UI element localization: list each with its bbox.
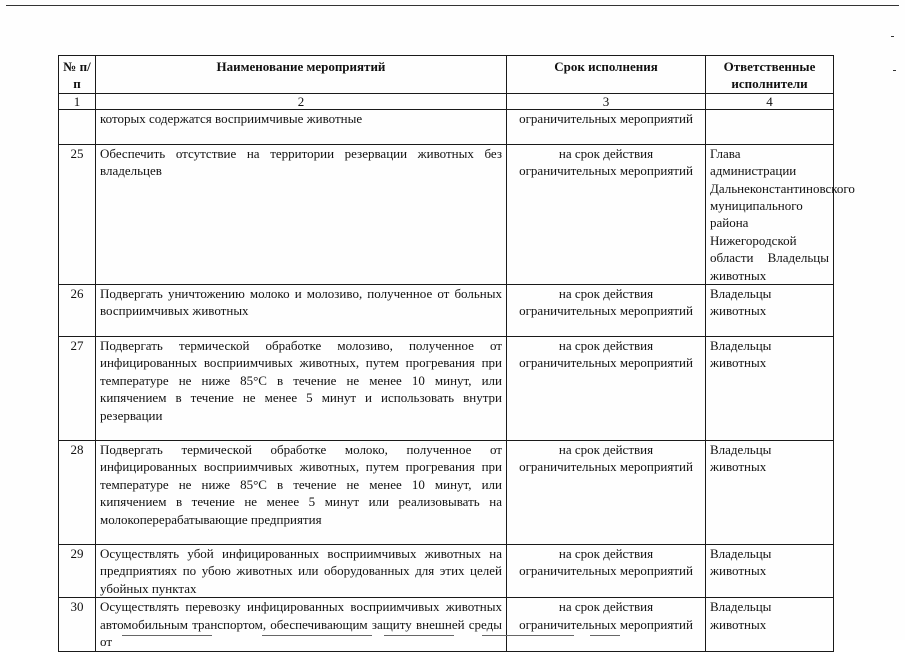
row-name-cell: которых содержатся восприимчивые животные xyxy=(96,109,507,144)
row-num-cell xyxy=(59,109,96,144)
row-responsible-cell: Глава администрации Дальнеконстантиновского муниципального района Нижегородской области Владельцы животных xyxy=(706,144,834,284)
table-row xyxy=(59,144,834,284)
column-index-4: 4 xyxy=(706,93,834,109)
row-name-cell: Обеспечить отсутствие на территории резервации животных без владельцев xyxy=(96,144,507,284)
column-index-1: 1 xyxy=(59,93,96,109)
row-num-cell: 29 xyxy=(59,545,96,598)
table-row xyxy=(59,545,834,598)
row-num-cell: 27 xyxy=(59,337,96,441)
row-name-cell: Подвергать термической обработке молозиво, полученное от инфицированных восприимчивых животных, путем прогревания при температуре не ниже 85°С в течение не менее 10 минут, или кипячением в течение не менее 5 минут и использовать внутри резервации xyxy=(96,337,507,441)
row-num-cell: 28 xyxy=(59,441,96,545)
row-name-cell: Осуществлять перевозку инфицированных восприимчивых животных автомобильным транспортом, обеспечивающим защиту внешней среды от xyxy=(96,598,507,651)
table-row xyxy=(59,285,834,337)
header-responsible: Ответственные исполнители xyxy=(706,56,834,94)
row-num-cell: 25 xyxy=(59,144,96,284)
row-name-cell: Подвергать термической обработке молоко, полученное от инфицированных восприимчивых животных, путем прогревания при температуре не ниже 85°С в течение не менее 10 минут, или кипячением в течение не менее 5 минут или реализовывать на молокоперерабатывающие предприятия xyxy=(96,441,507,545)
column-index-row xyxy=(59,93,834,109)
table-row-continuation xyxy=(59,109,834,144)
table-row xyxy=(59,441,834,545)
row-name-cell: Осуществлять убой инфицированных восприимчивых животных на предприятиях по убою животных или оборудованных для этих целей убойных пунктах xyxy=(96,545,507,598)
row-term-cell: на срок действия ограничительных мероприятий xyxy=(507,285,706,337)
column-index-3: 3 xyxy=(507,93,706,109)
table-row xyxy=(59,337,834,441)
row-term-cell: на срок действия ограничительных мероприятий xyxy=(507,441,706,545)
row-num-cell: 26 xyxy=(59,285,96,337)
row-responsible-cell: Владельцы животных xyxy=(706,545,834,598)
scan-edge-marks xyxy=(0,632,905,640)
row-responsible-cell: Владельцы животных xyxy=(706,598,834,651)
column-index-2: 2 xyxy=(96,93,507,109)
row-term-cell: ограничительных мероприятий xyxy=(507,109,706,144)
row-term-cell: на срок действия ограничительных мероприятий xyxy=(507,144,706,284)
row-num-cell: 30 xyxy=(59,598,96,651)
row-term-cell: на срок действия ограничительных мероприятий xyxy=(507,545,706,598)
row-responsible-cell xyxy=(706,109,834,144)
row-responsible-cell: Владельцы животных xyxy=(706,441,834,545)
measures-table xyxy=(58,55,855,652)
header-term: Срок исполнения xyxy=(507,56,706,94)
margin-tick-mark xyxy=(893,70,896,71)
row-term-cell: на срок действия ограничительных мероприятий xyxy=(507,598,706,651)
top-border-line xyxy=(6,5,899,6)
header-name: Наименование мероприятий xyxy=(96,56,507,94)
margin-tick-mark xyxy=(891,36,894,37)
table-header-row xyxy=(59,56,834,94)
header-num: № п/п xyxy=(59,56,96,94)
row-term-cell: на срок действия ограничительных мероприятий xyxy=(507,337,706,441)
table-row xyxy=(59,598,834,651)
row-responsible-cell: Владельцы животных xyxy=(706,337,834,441)
row-name-cell: Подвергать уничтожению молоко и молозиво, полученное от больных восприимчивых животных xyxy=(96,285,507,337)
row-responsible-cell: Владельцы животных xyxy=(706,285,834,337)
